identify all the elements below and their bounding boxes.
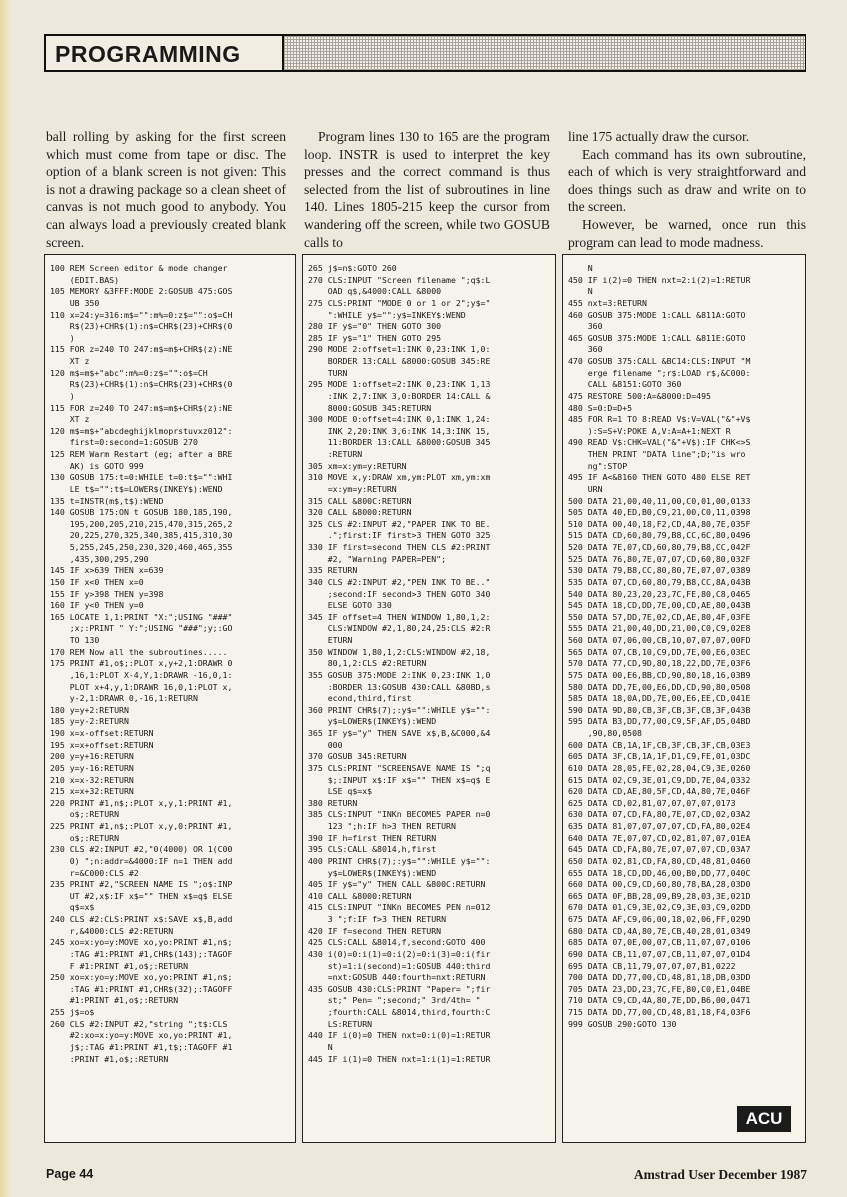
- code-text: N 450 IF i(2)=0 THEN nxt=2:i(2)=1:RETUR N 455 nxt=3:RETURN 460 GOSUB 375:MODE 1:CALL &811A:GOTO 360 465 GOSUB 375:MODE 1:CALL &811E:GOTO 360 470 GOSUB 375:CALL &BC14:CLS:INPUT "M erge filename ";r$:LOAD r$,&C000: CALL &8151:GOTO 360 475 RESTORE 500:A=&8000:D=495 480 S=0:D=D+5 485 FOR R=1 TO 8:READ V$:V=VAL("&"+V$ ):S=S+V:POKE A,V:A=A+1:NEXT R 490 READ V$:CHK=VAL("&"+V$):IF CHK<>S THEN PRINT "DATA line";D;"is wro ng":STOP 495 IF A<&8160 THEN GOTO 480 ELSE RET URN 500 DATA 21,00,40,11,00,C0,01,00,0133 505 DATA 40,ED,B0,C9,21,00,C0,11,0398 510 DATA 00,40,18,F2,CD,4A,80,7E,035F 515 DATA CD,60,80,79,B8,CC,6C,80,0496 520 DATA 7E,07,CD,60,80,79,B8,CC,042F 525 DATA 76,80,7E,07,07,CD,60,80,032F 530 DATA 79,B8,CC,80,80,7E,07,07,0389 535 DATA 07,CD,60,80,79,B8,CC,8A,043B 540 DATA 80,23,20,23,7C,FE,80,C8,0465 545 DATA 18,CD,DD,7E,00,CD,AE,80,043B 550 DATA 57,DD,7E,02,CD,AE,80,4F,03FE 555 DATA 21,00,40,DD,21,00,C0,C9,02E8 560 DATA 07,06,00,CB,10,07,07,07,00FD 565 DATA 07,CB,10,C9,DD,7E,00,E6,03EC 570 DATA 77,CD,9D,80,18,22,DD,7E,03F6 575 DATA 00,E6,BB,CD,90,80,18,16,03B9 580 DATA DD,7E,00,E6,DD,CD,90,80,0508 585 DATA 18,0A,DD,7E,00,E6,EE,CD,041E 590 DATA 9D,80,CB,3F,CB,3F,CB,3F,043B 595 DATA B3,DD,77,00,C9,5F,AF,D5,04BD ,90,80,0508 600 DATA CB,1A,1F,CB,3F,CB,3F,CB,03E3 605 DATA 3F,CB,1A,1F,D1,C9,FE,01,03DC 610 DATA 28,05,FE,02,28,04,C9,3E,0260 615 DATA 02,C9,3E,01,C9,DD,7E,04,0332 620 DATA CD,AE,80,5F,CD,4A,80,7E,046F 625 DATA CD,02,81,07,07,07,07,0173 630 DATA 07,CD,FA,80,7E,07,CD,02,03A2 635 DATA 81,07,07,07,07,CD,FA,80,02E4 640 DATA 7E,07,07,CD,02,81,07,07,01EA 645 DATA CD,FA,80,7E,07,07,07,CD,03A7 650 DATA 02,81,CD,FA,80,CD,48,81,0460 655 DATA 18,CD,DD,46,00,B0,DD,77,040C 660 DATA 00,C9,CD,60,80,78,BA,28,03D0 665 DATA 0F,BB,28,09,B9,28,03,3E,021D 670 DATA 01,C9,3E,02,C9,3E,03,C9,02DD 675 DATA AF,C9,06,00,18,02,06,FF,029D 680 DATA CD,4A,80,7E,CB,40,28,01,0349 685 DATA 07,0E,00,07,CB,11,07,07,0106 690 DATA CB,11,07,07,CB,11,07,07,01D4 695 DATA CB,11,79,07,07,07,B1,0222 700 DATA DD,77,00,CD,48,81,18,DB,03DD 705 DATA 23,DD,23,7C,FE,80,C0,E1,04BE 710 DATA C9,CD,4A,80,7E,DD,B6,00,0471 715 DATA DD,77,00,CD,48,81,18,F4,03F6 999 GOSUB 290:GOTO 130: [568, 263, 751, 1029]
- intro-paragraph: Each command has its own subroutine, each of which is very straightforward and does things such as draw and write on to the screen.: [568, 146, 806, 215]
- intro-paragraph: However, be warned, once run this program can lead to mode madness.: [568, 216, 806, 250]
- magazine-issue: Amstrad User December 1987: [633, 1167, 807, 1182]
- page-edge: [0, 0, 10, 1197]
- header-pattern: [284, 34, 806, 72]
- code-listing-column-1: [44, 254, 296, 1143]
- intro-paragraph: ball rolling by asking for the first screen which must come from tape or disc. The option of a blank screen is not given: This is not a drawing package so a clean sheet of canvas is not much good to anybody. You can always load a previously created blank screen.: [46, 129, 286, 250]
- code-text: 265 j$=n$:GOTO 260 270 CLS:INPUT "Screen filename ";q$:L OAD q$,&4000:CALL &8000 275 CLS:PRINT "MODE 0 or 1 or 2";y$=" ":WHILE y$="":y$=INKEY$:WEND 280 IF y$="0" THEN GOTO 300 285 IF y$="1" THEN GOTO 295 290 MODE 2:offset=1:INK 0,23:INK 1,0: BORDER 13:CALL &8000:GOSUB 345:RE TURN 295 MODE 1:offset=2:INK 0,23:INK 1,13 :INK 2,7:INK 3,0:BORDER 14:CALL & 8000:GOSUB 345:RETURN 300 MODE 0:offset=4:INK 0,1:INK 1,24: INK 2,20:INK 3,6:INK 14,3:INK 15, 11:BORDER 13:CALL &8000:GOSUB 345 :RETURN 305 xm=x:ym=y:RETURN 310 MOVE x,y:DRAW xm,ym:PLOT xm,ym:xm =x:ym=y:RETURN 315 CALL &800C:RETURN 320 CALL &8000:RETURN 325 CLS #2:INPUT #2,"PAPER INK TO BE. .";first:IF first>3 THEN GOTO 325 330 IF first=second THEN CLS #2:PRINT #2, "Warning PAPER=PEN"; 335 RETURN 340 CLS #2:INPUT #2,"PEN INK TO BE.." ;second:IF second>3 THEN GOTO 340 ELSE GOTO 330 345 IF offset=4 THEN WINDOW 1,80,1,2: CLS:WINDOW #2,1,80,24,25:CLS #2:R ETURN 350 WINDOW 1,80,1,2:CLS:WINDOW #2,18, 80,1,2:CLS #2:RETURN 355 GOSUB 375:MODE 2:INK 0,23:INK 1,0 :BORDER 13:GOSUB 430:CALL &80BD,s econd,third,first 360 PRINT CHR$(7);:y$="":WHILE y$="": y$=LOWER$(INKEY$):WEND 365 IF y$="y" THEN SAVE x$,B,&C000,&4 000 370 GOSUB 345:RETURN 375 CLS:PRINT "SCREENSAVE NAME IS ";q $;:INPUT x$:IF x$="" THEN x$=q$ E LSE q$=x$ 380 RETURN 385 CLS:INPUT "INKn BECOMES PAPER n=0 123 ";h:IF h>3 THEN RETURN 390 IF h=first THEN RETURN 395 CLS:CALL &8014,h,first 400 PRINT CHR$(7);:y$="":WHILE y$="": y$=LOWER$(INKEY$):WEND 405 IF y$="y" THEN CALL &800C:RETURN 410 CALL &8000:RETURN 415 CLS:INPUT "INKn BECOMES PEN n=012 3 ";f:IF f>3 THEN RETURN 420 IF f=second THEN RETURN 425 CLS:CALL &8014,f,second:GOTO 400 430 i(0)=0:i(1)=0:i(2)=0:i(3)=0:i(fir st)=1:i(second)=1:GOSUB 440:third =nxt:GOSUB 440:fourth=nxt:RETURN 435 GOSUB 430:CLS:PRINT "Paper= ";fir st;" Pen= ";second;" 3rd/4th= " ;fourth:CALL &8014,third,fourth:C LS:RETURN 440 IF i(0)=0 THEN nxt=0:i(0)=1:RETUR N 445 IF i(1)=0 THEN nxt=1:i(1)=1:RETUR: [308, 263, 491, 1064]
- intro-paragraph: line 175 actually draw the cursor.: [568, 129, 750, 144]
- intro-column-1: [46, 128, 286, 251]
- code-listing-column-2: [302, 254, 556, 1143]
- code-text: 100 REM Screen editor & mode changer (EDIT.BAS) 105 MEMORY &3FFF:MODE 2:GOSUB 475:GOS UB 350 110 x=24:y=316:m$="":m%=0:z$="":o$=CH R$(23)+CHR$(1):n$=CHR$(23)+CHR$(0 ) 115 FOR z=240 TO 247:m$=m$+CHR$(z):NE XT z 120 m$=m$+"abc":m%=0:z$="":o$=CH R$(23)+CHR$(1):n$=CHR$(23)+CHR$(0 ) 115 FOR z=240 TO 247:m$=m$+CHR$(z):NE XT z 120 m$=m$+"abcdeghijklmoprstuvxz012": first=0:second=1:GOSUB 270 125 REM Warm Restart (eg; after a BRE AK) is GOTO 999 130 GOSUB 175:t=0:WHILE t=0:t$="":WHI LE t$="":t$=LOWER$(INKEY$):WEND 135 t=INSTR(m$,t$):WEND 140 GOSUB 175:ON t GOSUB 180,185,190, 195,200,205,210,215,470,315,265,2 20,225,270,325,340,385,415,310,30 5,255,245,250,230,320,460,465,355 ,435,300,295,290 145 IF x>639 THEN x=639 150 IF x<0 THEN x=0 155 IF y>398 THEN y=398 160 IF y<0 THEN y=0 165 LOCATE 1,1:PRINT "X:";USING "###" ;x;:PRINT " Y:";USING "###";y;:GO TO 130 170 REM Now all the subroutines..... 175 PRINT #1,o$;:PLOT x,y+2,1:DRAWR 0 ,16,1:PLOT X-4,Y,1:DRAWR -16,0,1: PLOT x+4,y,1:DRAWR 16,0,1:PLOT x, y-2,1:DRAWR 0,-16,1:RETURN 180 y=y+2:RETURN 185 y=y-2:RETURN 190 x=x-offset:RETURN 195 x=x+offset:RETURN 200 y=y+16:RETURN 205 y=y-16:RETURN 210 x=x-32:RETURN 215 x=x+32:RETURN 220 PRINT #1,n$;:PLOT x,y,1:PRINT #1, o$;:RETURN 225 PRINT #1,n$;:PLOT x,y,0:PRINT #1, o$;:RETURN 230 CLS #2:INPUT #2,"0(4000) OR 1(C00 0) ";n:addr=&4000:IF n=1 THEN add r=&C000:CLS #2 235 PRINT #2,"SCREEN NAME IS ";o$:INP UT #2,x$:IF x$="" THEN x$=q$ ELSE q$=x$ 240 CLS #2:CLS:PRINT x$:SAVE x$,B,add r,&4000:CLS #2:RETURN 245 xo=x:yo=y:MOVE xo,yo:PRINT #1,n$; :TAG #1:PRINT #1,CHR$(143);:TAGOF F #1:PRINT #1,o$;:RETURN 250 xo=x:yo=y:MOVE xo,yo:PRINT #1,n$; :TAG #1:PRINT #1,CHR$(32);:TAGOFF #1:PRINT #1,o$;:RETURN 255 j$=o$ 260 CLS #2:INPUT #2,"string ";t$:CLS #2:xo=x:yo=y:MOVE xo,yo:PRINT #1, j$;:TAG #1:PRINT #1,t$;:TAGOFF #1 :PRINT #1,o$;:RETURN: [50, 263, 233, 1064]
- code-listing-column-3: [562, 254, 806, 1143]
- acu-badge: ACU: [737, 1106, 791, 1132]
- page-number: Page 44: [46, 1167, 94, 1181]
- intro-paragraph: Program lines 130 to 165 are the program loop. INSTR is used to interpret the key presses and the correct command is thus selected from the list of subroutines in line 140. Lines 1805-215 keep the cursor from wandering off the screen, while two GOSUB calls to: [304, 129, 550, 250]
- section-header: [44, 34, 806, 74]
- section-title: PROGRAMMING: [44, 34, 284, 72]
- intro-column-2: [304, 128, 550, 251]
- intro-column-3: [568, 128, 806, 251]
